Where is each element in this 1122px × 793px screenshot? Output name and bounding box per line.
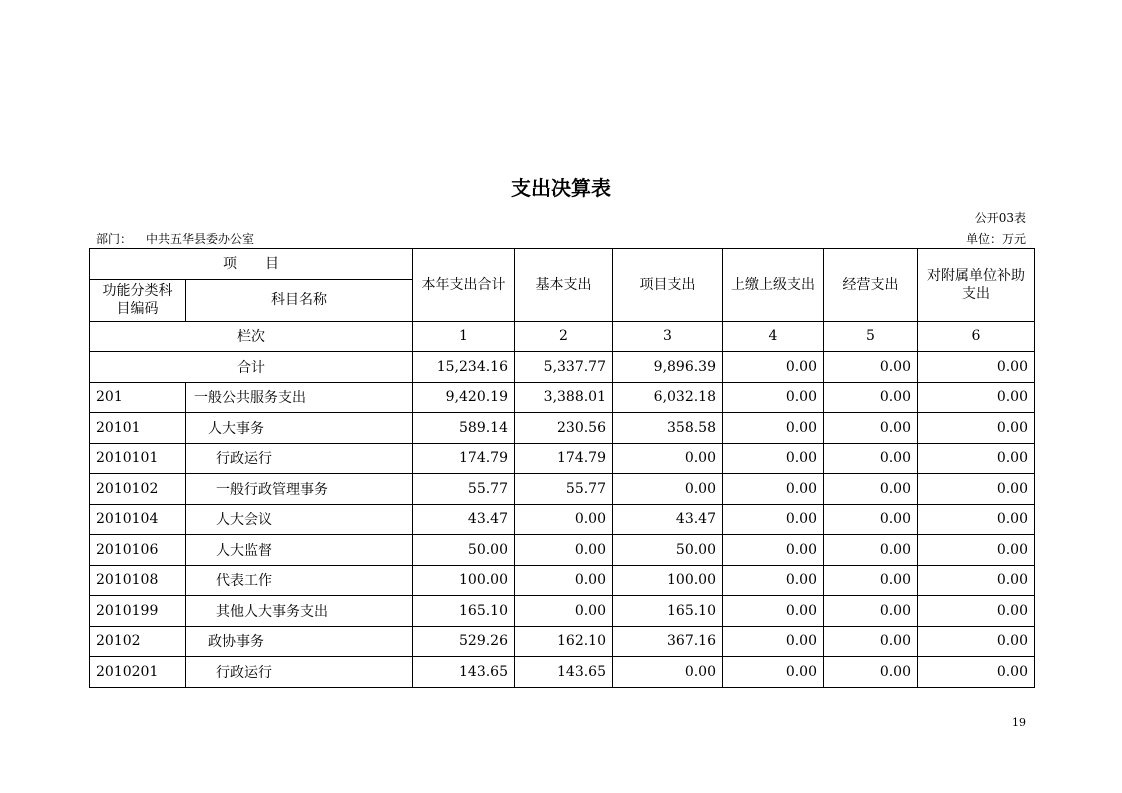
row-name: 行政运行 xyxy=(186,657,413,688)
header-col-4: 上缴上级支出 xyxy=(723,249,824,322)
row-name: 一般行政管理事务 xyxy=(186,474,413,505)
row-value: 589.14 xyxy=(413,413,515,444)
row-name: 其他人大事务支出 xyxy=(186,596,413,627)
row-value: 0.00 xyxy=(824,504,918,535)
row-value: 0.00 xyxy=(723,626,824,657)
table-row xyxy=(90,596,1035,627)
unit-label: 单位：万元 xyxy=(965,232,1026,246)
row-value: 0.00 xyxy=(918,504,1035,535)
form-number: 公开03表 xyxy=(974,211,1026,225)
row-value: 0.00 xyxy=(918,382,1035,413)
row-value: 165.10 xyxy=(413,596,515,627)
row-value: 0.00 xyxy=(824,535,918,566)
row-value: 0.00 xyxy=(723,657,824,688)
row-value: 0.00 xyxy=(723,535,824,566)
row-code: 2010108 xyxy=(90,565,186,596)
row-value: 0.00 xyxy=(723,413,824,444)
row-value: 0.00 xyxy=(515,565,613,596)
row-value: 0.00 xyxy=(918,443,1035,474)
table-row xyxy=(90,626,1035,657)
row-value: 100.00 xyxy=(613,565,723,596)
row-value: 174.79 xyxy=(515,443,613,474)
row-code: 20101 xyxy=(90,413,186,444)
row-code: 2010101 xyxy=(90,443,186,474)
row-code: 2010201 xyxy=(90,657,186,688)
column-index-cell: 2 xyxy=(515,321,613,352)
total-label: 合计 xyxy=(90,352,413,383)
expenditure-table xyxy=(89,248,1035,688)
row-value: 0.00 xyxy=(824,565,918,596)
header-item: 项 目 xyxy=(90,249,413,280)
row-code: 2010106 xyxy=(90,535,186,566)
row-value: 43.47 xyxy=(413,504,515,535)
row-value: 367.16 xyxy=(613,626,723,657)
department-label: 部门： xyxy=(96,232,133,246)
table-row xyxy=(90,474,1035,505)
table-row xyxy=(90,443,1035,474)
row-value: 529.26 xyxy=(413,626,515,657)
row-value: 143.65 xyxy=(413,657,515,688)
row-value: 0.00 xyxy=(918,596,1035,627)
row-value: 0.00 xyxy=(723,382,824,413)
total-value: 0.00 xyxy=(918,352,1035,383)
row-value: 0.00 xyxy=(918,474,1035,505)
row-value: 55.77 xyxy=(515,474,613,505)
total-row xyxy=(90,352,1035,383)
header-col-2: 基本支出 xyxy=(515,249,613,322)
header-name: 科目名称 xyxy=(186,279,413,321)
header-col-6: 对附属单位补助支出 xyxy=(918,249,1035,322)
row-value: 100.00 xyxy=(413,565,515,596)
column-index-cell: 4 xyxy=(723,321,824,352)
total-value: 15,234.16 xyxy=(413,352,515,383)
row-value: 0.00 xyxy=(824,382,918,413)
row-name: 人大会议 xyxy=(186,504,413,535)
row-name: 政协事务 xyxy=(186,626,413,657)
row-value: 0.00 xyxy=(515,535,613,566)
row-value: 0.00 xyxy=(824,443,918,474)
table-row xyxy=(90,504,1035,535)
row-name: 代表工作 xyxy=(186,565,413,596)
table-row xyxy=(90,382,1035,413)
header-col-1: 本年支出合计 xyxy=(413,249,515,322)
department-value: 中共五华县委办公室 xyxy=(146,232,255,246)
row-value: 0.00 xyxy=(613,474,723,505)
row-code: 2010102 xyxy=(90,474,186,505)
row-value: 3,388.01 xyxy=(515,382,613,413)
row-value: 0.00 xyxy=(824,657,918,688)
column-index-cell: 3 xyxy=(613,321,723,352)
row-value: 0.00 xyxy=(613,443,723,474)
row-value: 162.10 xyxy=(515,626,613,657)
header-col-3: 项目支出 xyxy=(613,249,723,322)
row-code: 20102 xyxy=(90,626,186,657)
row-value: 50.00 xyxy=(613,535,723,566)
row-code: 201 xyxy=(90,382,186,413)
header-col-5: 经营支出 xyxy=(824,249,918,322)
row-value: 0.00 xyxy=(613,657,723,688)
table-row xyxy=(90,657,1035,688)
row-name: 人大事务 xyxy=(186,413,413,444)
row-value: 0.00 xyxy=(824,626,918,657)
row-code: 2010104 xyxy=(90,504,186,535)
row-value: 0.00 xyxy=(918,535,1035,566)
row-value: 174.79 xyxy=(413,443,515,474)
table-row xyxy=(90,535,1035,566)
row-value: 0.00 xyxy=(723,474,824,505)
row-name: 一般公共服务支出 xyxy=(186,382,413,413)
row-value: 230.56 xyxy=(515,413,613,444)
row-value: 0.00 xyxy=(918,657,1035,688)
column-index-row xyxy=(90,321,1035,352)
row-value: 0.00 xyxy=(515,596,613,627)
row-value: 0.00 xyxy=(824,474,918,505)
total-value: 0.00 xyxy=(824,352,918,383)
page-number: 19 xyxy=(1012,716,1026,729)
header-row-1 xyxy=(90,249,1035,280)
column-index-label: 栏次 xyxy=(90,321,413,352)
row-value: 9,420.19 xyxy=(413,382,515,413)
total-value: 0.00 xyxy=(723,352,824,383)
row-value: 6,032.18 xyxy=(613,382,723,413)
department-line xyxy=(96,230,254,247)
table-row xyxy=(90,565,1035,596)
row-value: 0.00 xyxy=(918,413,1035,444)
total-value: 9,896.39 xyxy=(613,352,723,383)
row-value: 0.00 xyxy=(824,596,918,627)
row-value: 50.00 xyxy=(413,535,515,566)
column-index-cell: 5 xyxy=(824,321,918,352)
row-value: 165.10 xyxy=(613,596,723,627)
row-value: 43.47 xyxy=(613,504,723,535)
row-name: 人大监督 xyxy=(186,535,413,566)
row-value: 0.00 xyxy=(723,443,824,474)
table-row xyxy=(90,413,1035,444)
column-index-cell: 1 xyxy=(413,321,515,352)
row-value: 0.00 xyxy=(918,626,1035,657)
row-value: 143.65 xyxy=(515,657,613,688)
row-value: 0.00 xyxy=(918,565,1035,596)
row-name: 行政运行 xyxy=(186,443,413,474)
total-value: 5,337.77 xyxy=(515,352,613,383)
row-value: 55.77 xyxy=(413,474,515,505)
column-index-cell: 6 xyxy=(918,321,1035,352)
row-value: 0.00 xyxy=(723,565,824,596)
row-value: 0.00 xyxy=(723,596,824,627)
row-code: 2010199 xyxy=(90,596,186,627)
row-value: 358.58 xyxy=(613,413,723,444)
header-code: 功能分类科目编码 xyxy=(90,279,186,321)
page-title: 支出决算表 xyxy=(511,176,611,200)
row-value: 0.00 xyxy=(723,504,824,535)
row-value: 0.00 xyxy=(515,504,613,535)
row-value: 0.00 xyxy=(824,413,918,444)
